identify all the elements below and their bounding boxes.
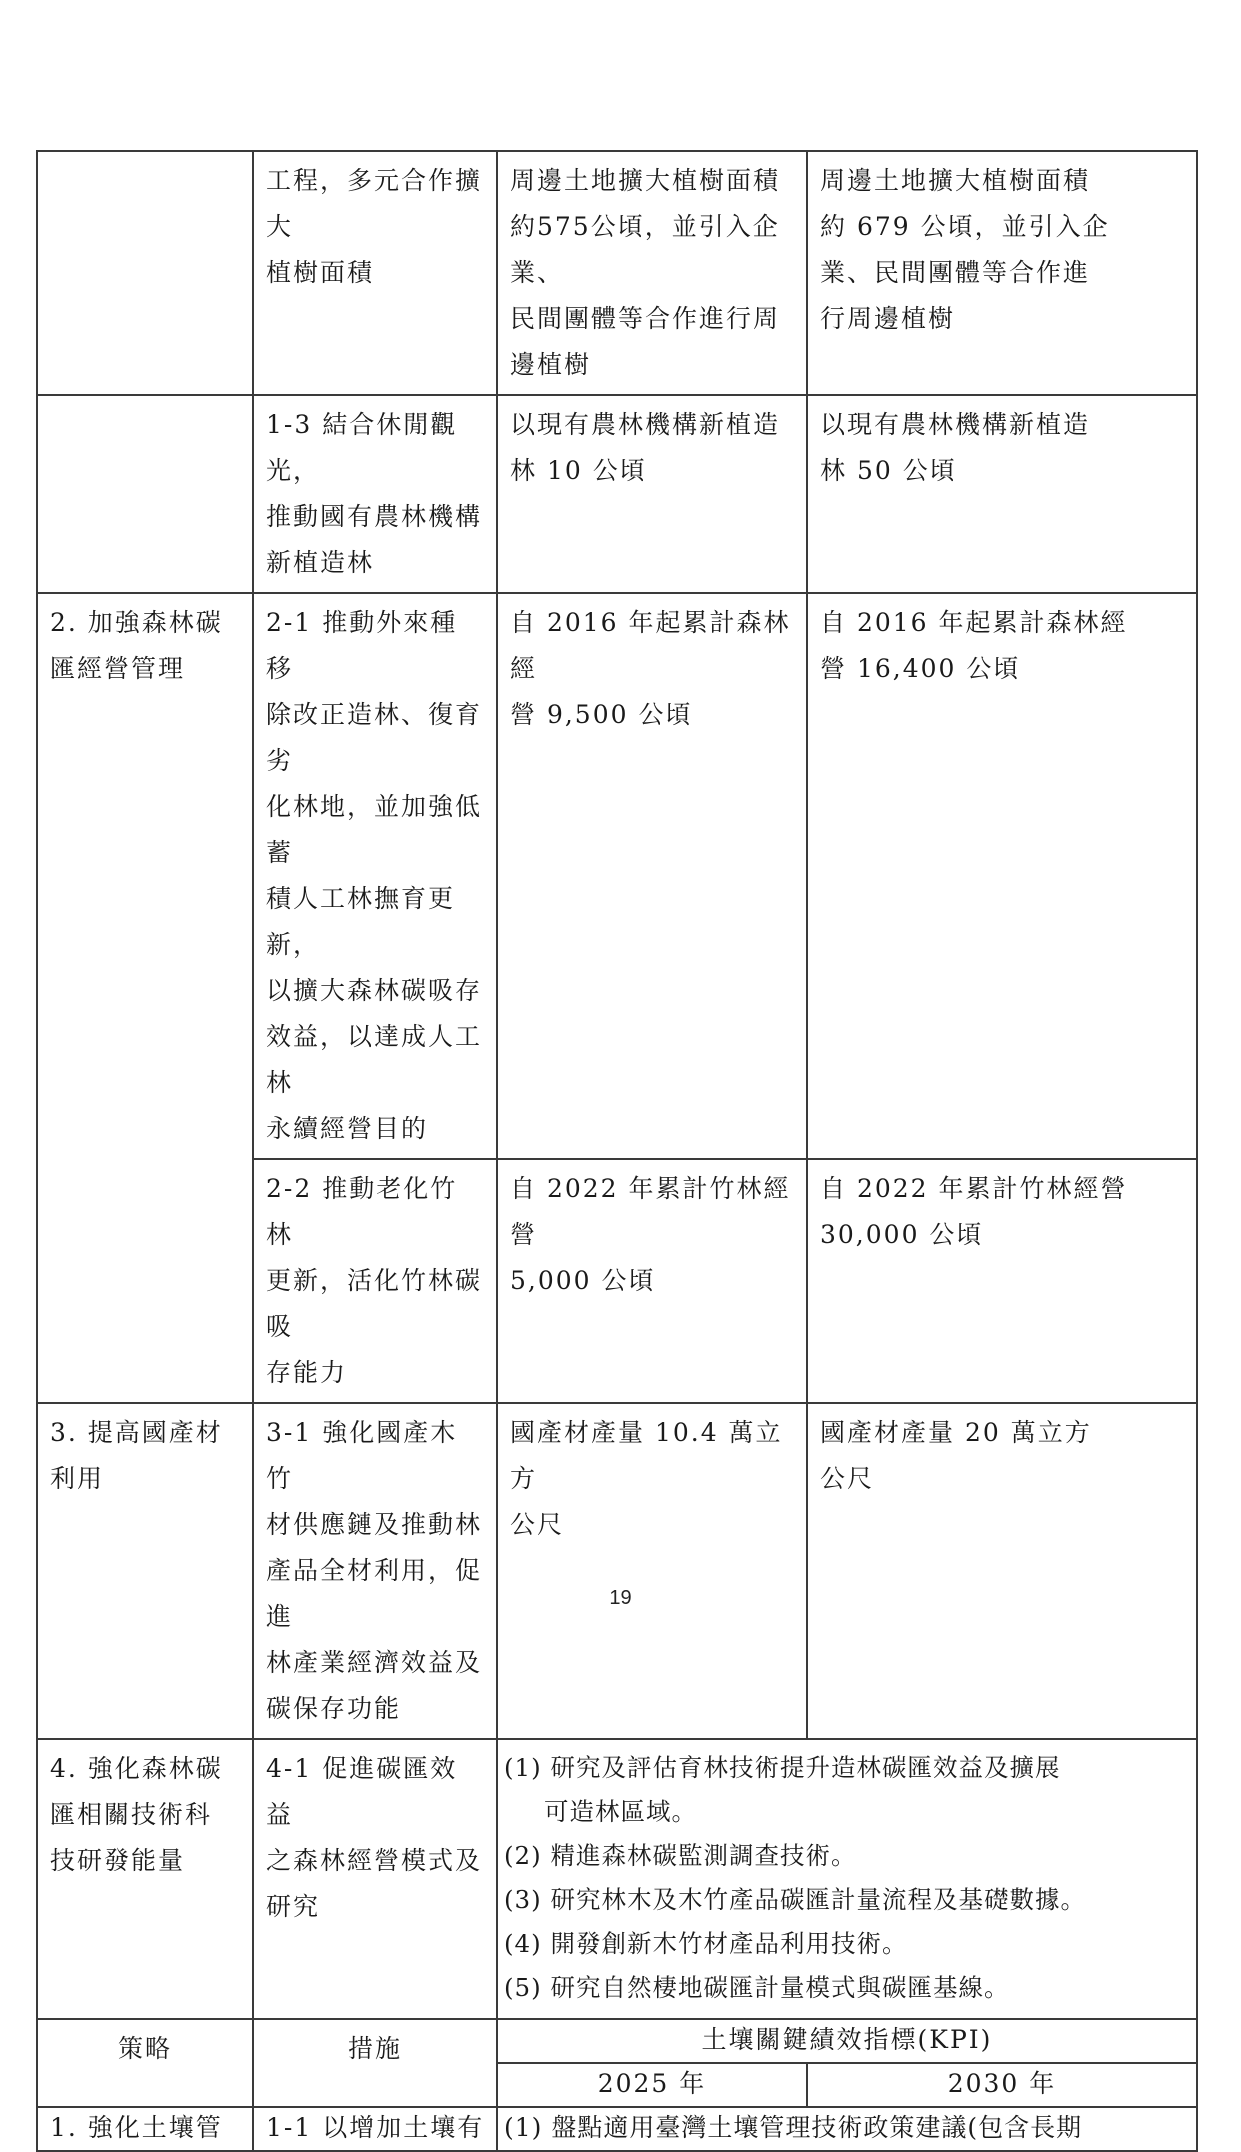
measure-cell: 2-2 推動老化竹林 更新，活化竹林碳吸 存能力 (253, 1159, 497, 1403)
kpi-2025-cell: 國產材產量 10.4 萬立方 公尺 (497, 1403, 807, 1739)
kpi-2025-cell: 自 2016 年起累計森林經 營 9,500 公頃 (497, 593, 807, 1159)
kpi-2030-cell: 國產材產量 20 萬立方 公尺 (807, 1403, 1197, 1739)
soil-kpi-title: 土壤關鍵績效指標(KPI) (497, 2019, 1197, 2063)
table-row (37, 2107, 1197, 2151)
soil-kpi-cell: (1) 盤點適用臺灣土壤管理技術政策建議(包含長期 (497, 2107, 1197, 2151)
strategy-cell-empty (37, 151, 253, 395)
measure-cell: 4-1 促進碳匯效益 之森林經營模式及 研究 (253, 1739, 497, 2019)
strategy-cell: 2. 加強森林碳 匯經營管理 (37, 593, 253, 1403)
strategy-cell: 4. 強化森林碳 匯相關技術科 技研發能量 (37, 1739, 253, 2019)
kpi-2030-cell: 自 2022 年累計竹林經營 30,000 公頃 (807, 1159, 1197, 1403)
measure-cell: 1-1 以增加土壤有 (253, 2107, 497, 2151)
kpi-2030-cell: 以現有農林機構新植造 林 50 公頃 (807, 395, 1197, 593)
soil-header-row (37, 2019, 1197, 2063)
table-row (37, 395, 1197, 593)
measure-cell: 3-1 強化國產木竹 材供應鏈及推動林 產品全材利用，促進 林產業經濟效益及 碳保存功能 (253, 1403, 497, 1739)
research-kpi-cell: (1) 研究及評估育林技術提升造林碳匯效益及擴展 可造林區域。 (2) 精進森林碳監測調查技術。 (3) 研究林木及木竹產品碳匯計量流程及基礎數據。 (4) 開發創新木竹材產品利用技術。 (5) 研究自然棲地碳匯計量模式與碳匯基線。 (497, 1739, 1197, 2019)
table-row (37, 151, 1197, 395)
strategy-cell-empty (37, 395, 253, 593)
table-row (37, 1739, 1197, 2019)
kpi-2025-cell: 以現有農林機構新植造 林 10 公頃 (497, 395, 807, 593)
kpi-2025-cell: 自 2022 年累計竹林經營 5,000 公頃 (497, 1159, 807, 1403)
kpi-2030-cell: 自 2016 年起累計森林經 營 16,400 公頃 (807, 593, 1197, 1159)
page-number: 19 (609, 1587, 632, 1609)
measure-cell: 1-3 結合休閒觀光， 推動國有農林機構 新植造林 (253, 395, 497, 593)
year-2030-header: 2030 年 (807, 2063, 1197, 2107)
table-row (37, 1403, 1197, 1739)
table-row (37, 593, 1197, 1159)
kpi-table (36, 150, 1198, 2152)
kpi-2025-cell: 周邊土地擴大植樹面積 約575公頃，並引入企業、 民間團體等合作進行周 邊植樹 (497, 151, 807, 395)
measure-cell: 工程，多元合作擴大 植樹面積 (253, 151, 497, 395)
strategy-header: 策略 (37, 2019, 253, 2107)
strategy-cell: 1. 強化土壤管 (37, 2107, 253, 2151)
measure-header: 措施 (253, 2019, 497, 2107)
year-2025-header: 2025 年 (497, 2063, 807, 2107)
measure-cell: 2-1 推動外來種移 除改正造林、復育劣 化林地，並加強低蓄 積人工林撫育更新， 以擴大森林碳吸存 效益，以達成人工林 永續經營目的 (253, 593, 497, 1159)
kpi-2030-cell: 周邊土地擴大植樹面積 約 679 公頃，並引入企 業、民間團體等合作進 行周邊植樹 (807, 151, 1197, 395)
strategy-cell: 3. 提高國產材 利用 (37, 1403, 253, 1739)
